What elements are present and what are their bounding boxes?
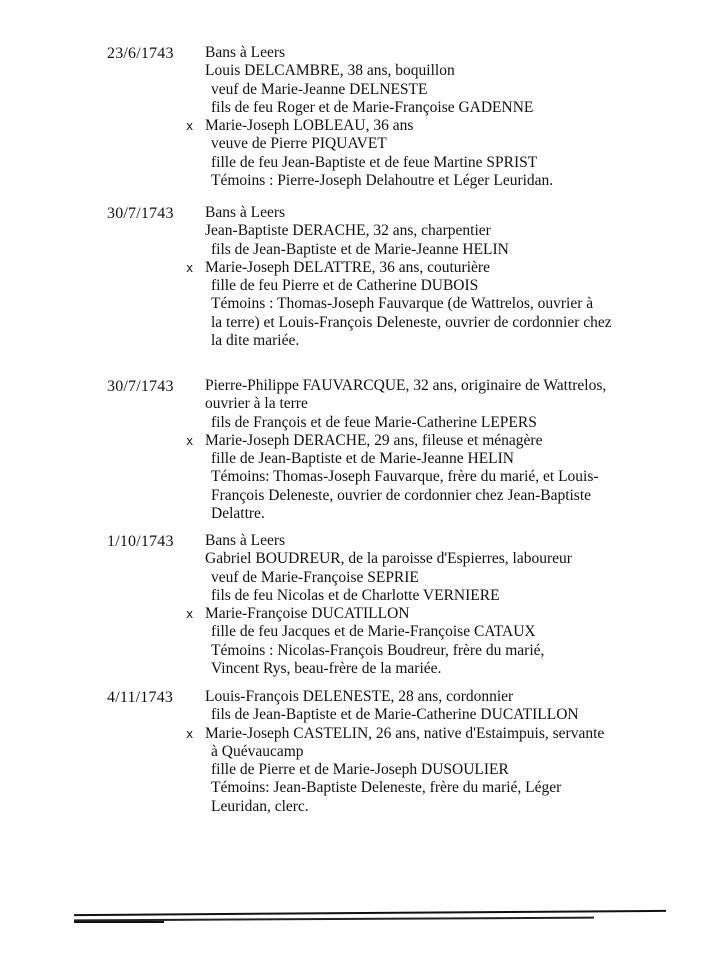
- record-line: [205, 81, 665, 99]
- record-line: [205, 314, 665, 332]
- record-line-text: veuve de Pierre PIQUAVET: [211, 135, 387, 153]
- record-line: [205, 779, 665, 797]
- bride-line: [186, 431, 665, 450]
- record-line: [205, 743, 665, 761]
- record-body: [186, 532, 665, 678]
- record-line: [205, 587, 665, 605]
- record-line: [205, 487, 665, 505]
- record-line-text: fils de Jean-Baptiste et de Marie-Jeanne HELIN: [211, 240, 509, 258]
- record-line-text: veuf de Marie-Jeanne DELNESTE: [211, 80, 428, 98]
- record-line-text: Marie-Joseph DELATTRE, 36 ans, couturière: [205, 258, 490, 276]
- record-line-text: Bans à Leers: [205, 44, 286, 61]
- record-line-text: Gabriel BOUDREUR, de la paroisse d'Espierres, laboureur: [205, 550, 572, 568]
- record-line: [205, 468, 665, 486]
- record-line: [205, 377, 665, 395]
- record-line-text: fils de Jean-Baptiste et de Marie-Catherine DUCATILLON: [211, 706, 579, 724]
- bride-line: [186, 117, 665, 135]
- record-line-text: Témoins : Thomas-Joseph Fauvarque (de Wattrelos, ouvrier à: [211, 295, 594, 313]
- record-date: 23/6/1743: [107, 45, 174, 62]
- record-line-text: Témoins: Thomas-Joseph Fauvarque, frère du marié, et Louis-: [211, 468, 599, 486]
- record-line: [205, 295, 665, 313]
- record-line-text: François Deleneste, ouvrier de cordonnier chez Jean-Baptiste: [211, 486, 592, 504]
- record-line-text: Louis DELCAMBRE, 38 ans, boquillon: [205, 62, 455, 80]
- record-line: [205, 688, 665, 706]
- record-line-text: Leuridan, clerc.: [211, 797, 309, 815]
- record-line-text: la dite mariée.: [211, 332, 300, 350]
- record-line: [205, 569, 665, 587]
- bottom-rule: [74, 910, 666, 916]
- marriage-marker: x: [186, 433, 194, 448]
- record-line: [205, 642, 665, 660]
- record-line: [205, 241, 665, 259]
- record-body: [186, 44, 665, 190]
- record-date: 30/7/1743: [107, 378, 174, 395]
- record-line: [205, 450, 665, 468]
- record-line-text: fille de feu Jacques et de Marie-Françoise CATAUX: [211, 623, 536, 641]
- record-line: [205, 154, 665, 172]
- record-line-text: Marie-Joseph DERACHE, 29 ans, fileuse et ménagère: [205, 431, 543, 449]
- record-line-text: Jean-Baptiste DERACHE, 32 ans, charpentier: [205, 222, 491, 240]
- record-line-text: fils de François et de feue Marie-Catherine LEPERS: [211, 413, 537, 431]
- record-body: [186, 377, 665, 523]
- record-line: [205, 706, 665, 724]
- record-line-text: ouvrier à la terre: [205, 395, 308, 413]
- record-line-text: fille de Pierre et de Marie-Joseph DUSOULIER: [211, 761, 509, 779]
- record-line: [205, 135, 665, 153]
- marriage-marker: x: [186, 607, 194, 622]
- record-line-text: Témoins : Nicolas-François Boudreur, frère du marié,: [211, 641, 545, 659]
- record-line-text: fille de Jean-Baptiste et de Marie-Jeanne HELIN: [211, 450, 514, 468]
- record-line: [205, 172, 665, 190]
- record-line: [205, 798, 665, 816]
- record-line-text: à Quévaucamp: [211, 742, 304, 760]
- record-line: [205, 623, 665, 641]
- record-line-text: Pierre-Philippe FAUVARCQUE, 32 ans, originaire de Wattrelos,: [205, 377, 607, 394]
- record-line-text: Bans à Leers: [205, 204, 286, 221]
- record-line: [205, 414, 665, 432]
- record-line-text: la terre) et Louis-François Deleneste, ouvrier de cordonnier chez: [211, 313, 612, 331]
- record-line-text: Témoins : Pierre-Joseph Delahoutre et Léger Leuridan.: [211, 172, 554, 190]
- record-line-text: veuf de Marie-Françoise SEPRIE: [211, 568, 419, 586]
- record-line-text: Marie-Joseph CASTELIN, 26 ans, native d'Estaimpuis, servante: [205, 724, 605, 742]
- record-line-text: Bans à Leers: [205, 532, 286, 549]
- record-line: [205, 505, 665, 523]
- record-body: [186, 688, 665, 816]
- record-line-text: fille de feu Jean-Baptiste et de feue Martine SPRIST: [211, 153, 538, 171]
- bride-line: [186, 724, 665, 743]
- record-line: [205, 222, 665, 240]
- record-line-text: Delattre.: [211, 505, 265, 523]
- record-line-text: Marie-Joseph LOBLEAU, 36 ans: [205, 117, 414, 135]
- bride-line: [186, 258, 665, 277]
- record-line: [205, 395, 665, 413]
- record-date: 30/7/1743: [107, 205, 174, 222]
- record-line: [205, 532, 665, 550]
- record-line: [205, 99, 665, 117]
- bride-line: [186, 605, 665, 623]
- record-line: [205, 660, 665, 678]
- marriage-marker: x: [186, 119, 194, 134]
- record-line-text: fils de feu Roger et de Marie-Françoise GADENNE: [211, 98, 534, 116]
- record-line: [205, 44, 665, 62]
- marriage-marker: x: [186, 260, 194, 275]
- record-line-text: Vincent Rys, beau-frère de la mariée.: [211, 660, 442, 678]
- record-line-text: Témoins: Jean-Baptiste Deleneste, frère du marié, Léger: [211, 779, 562, 797]
- record-line: [205, 761, 665, 779]
- bottom-rule-tail: [74, 921, 164, 923]
- record-line: [205, 62, 665, 80]
- record-line: [205, 550, 665, 568]
- record-body: [186, 204, 665, 350]
- record-line-text: Marie-Françoise DUCATILLON: [205, 605, 410, 623]
- record-line-text: fille de feu Pierre et de Catherine DUBOIS: [211, 277, 479, 295]
- record-line-text: fils de feu Nicolas et de Charlotte VERNIERE: [211, 586, 500, 604]
- record-line: [205, 204, 665, 222]
- record-date: 1/10/1743: [107, 533, 174, 550]
- record-line: [205, 332, 665, 350]
- record-line-text: Louis-François DELENESTE, 28 ans, cordonnier: [205, 688, 514, 705]
- record-date: 4/11/1743: [107, 689, 174, 706]
- record-line: [205, 277, 665, 295]
- marriage-marker: x: [186, 726, 194, 741]
